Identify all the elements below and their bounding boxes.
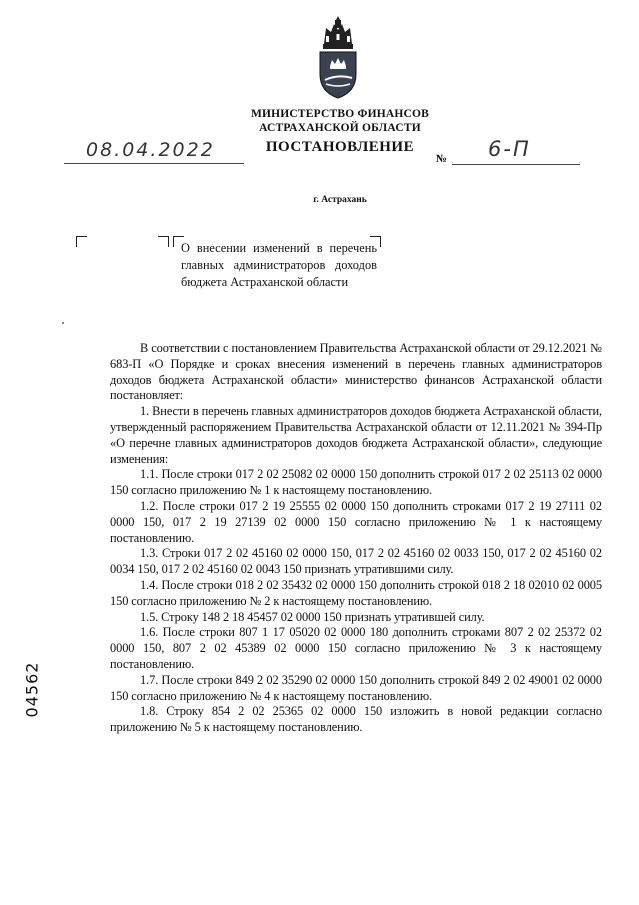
body-paragraph: 1.4. После строки 018 2 02 35432 02 0000 150 дополнить строкой 018 2 18 02010 02 0005 150 согласно приложению № 2 к настоящему постановлению. (110, 577, 602, 608)
number-sign: № (436, 153, 448, 165)
ministry-name (200, 107, 480, 135)
ministry-line-1: МИНИСТЕРСТВО ФИНАНСОВ (250, 108, 430, 120)
document-type-title: ПОСТАНОВЛЕНИЕ (265, 139, 415, 155)
number-underline (452, 164, 580, 165)
body-paragraph: 1.1. После строки 017 2 02 25082 02 0000 150 дополнить строкой 017 2 02 25113 02 0000 150 согласно приложению № 1 к настоящему постановлению. (110, 467, 602, 498)
city-label: г. Астрахань (313, 195, 367, 205)
body-paragraph: 1.2. После строки 017 2 19 25555 02 0000 150 дополнить строками 017 2 19 27111 02 0000 150, 017 2 19 27139 02 0000 150 согласно приложению № 1 к настоящему постановлению. (110, 498, 602, 545)
date-underline (64, 163, 244, 164)
registration-number-stamp: 04562 (22, 661, 42, 718)
bracket-corner-top-right-1 (158, 236, 169, 247)
scan-speck (62, 322, 64, 324)
body-paragraph: 1. Внести в перечень главных администраторов доходов бюджета Астраханской области, утвержденный распоряжением Правительства Астраханской области от 12.11.2021 № 394-Пр «О перечне главных администраторов доходов бюджета Астраханской области», следующие изменения: (110, 404, 602, 466)
ministry-line-2: АСТРАХАНСКОЙ ОБЛАСТИ (259, 122, 421, 134)
body-paragraph: 1.5. Строку 148 2 18 45457 02 0000 150 признать утратившей силу. (140, 609, 485, 624)
document-subject: О внесении изменений в перечень главных администраторов доходов бюджета Астраханской области (181, 241, 377, 289)
document-number: 6-П (488, 137, 531, 161)
body-paragraph: 1.3. Строки 017 2 02 45160 02 0000 150, 017 2 02 45160 02 0033 150, 017 2 02 45160 02 0034 150, 017 2 02 45160 02 0043 150 признать утратившими силу. (110, 546, 602, 577)
bracket-corner-top-left (76, 236, 87, 247)
document-date: 08.04.2022 (86, 139, 215, 161)
body-paragraph: 1.6. После строки 807 1 17 05020 02 0000 180 дополнить строками 807 2 02 25372 02 0000 150, 807 2 02 45389 02 0000 150 согласно приложению № 3 к настоящему постановлению. (110, 625, 602, 671)
astrakhan-coat-of-arms-icon (316, 14, 360, 100)
document-body (110, 341, 602, 736)
body-paragraph: 1.8. Строку 854 2 02 25365 02 0000 150 изложить в новой редакции согласно приложению № 5 к настоящему постановлению. (110, 704, 602, 735)
body-paragraph: В соответствии с постановлением Правительства Астраханской области от 29.12.2021 № 683-П «О Порядке и сроках внесения изменений в перечень главных администраторов доходов бюджета Астраханской области» министерство финансов Астраханской области постановляет: (110, 341, 602, 403)
body-paragraph: 1.7. После строки 849 2 02 35290 02 0000 150 дополнить строкой 849 2 02 49001 02 0000 150 согласно приложению № 4 к настоящему постановлению. (110, 672, 602, 703)
